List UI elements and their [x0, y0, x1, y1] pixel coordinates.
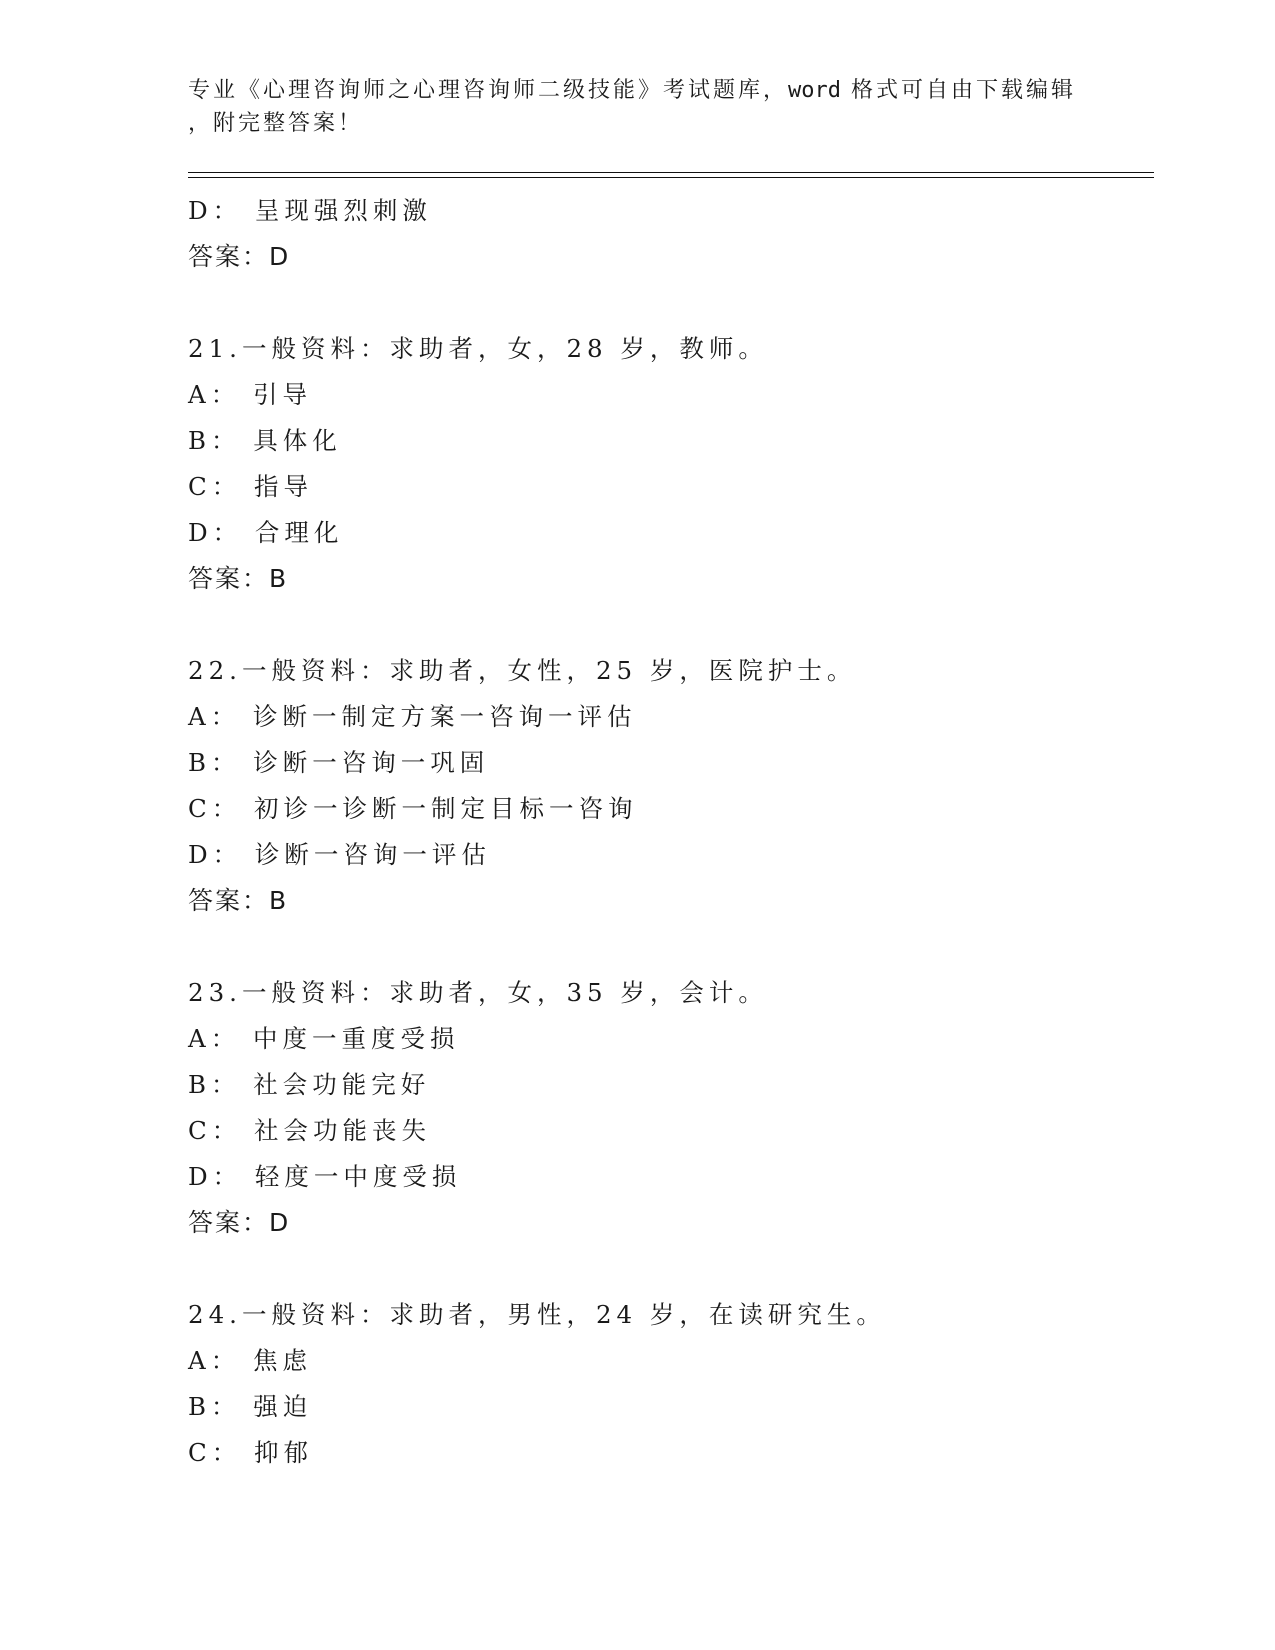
option-b: B： 具体化: [188, 426, 342, 455]
option-a: A： 诊断一制定方案一咨询一评估: [188, 702, 637, 731]
option-d: D： 诊断一咨询一评估: [188, 840, 491, 869]
option-d: D： 呈现强烈刺激: [188, 196, 432, 225]
header-format-text: 格式可自由下载编辑: [841, 78, 1076, 103]
question-stem-23: 23.一般资料：求助者，女，35 岁，会计。: [188, 978, 768, 1007]
option-a: A： 中度一重度受损: [188, 1024, 460, 1053]
spacer: [188, 924, 1148, 970]
spacer: [188, 280, 1148, 326]
option-a: A： 引导: [188, 380, 312, 409]
answer-line: 答案：B: [188, 564, 289, 593]
option-b: B： 社会功能完好: [188, 1070, 431, 1099]
option-c: C： 指导: [188, 472, 314, 501]
question-stem-21: 21.一般资料：求助者，女，28 岁，教师。: [188, 334, 768, 363]
option-c: C： 社会功能丧失: [188, 1116, 432, 1145]
header-line-1: [188, 74, 1088, 107]
option-d: D： 合理化: [188, 518, 344, 547]
option-c: C： 初诊一诊断一制定目标一咨询: [188, 794, 638, 823]
option-d: D： 轻度一中度受损: [188, 1162, 462, 1191]
document-header: [188, 74, 1088, 140]
header-title-text: 专业《心理咨询师之心理咨询师二级技能》考试题库，: [188, 78, 789, 103]
answer-line: 答案：D: [188, 242, 291, 271]
question-stem-22: 22.一般资料：求助者，女性，25 岁，医院护士。: [188, 656, 857, 685]
spacer: [188, 602, 1148, 648]
answer-line: 答案：B: [188, 886, 289, 915]
option-b: B： 诊断一咨询一巩固: [188, 748, 490, 777]
option-c: C： 抑郁: [188, 1438, 314, 1467]
option-b: B： 强迫: [188, 1392, 313, 1421]
option-a: A： 焦虑: [188, 1346, 312, 1375]
spacer: [188, 1246, 1148, 1292]
answer-line: 答案：D: [188, 1208, 291, 1237]
question-list: [188, 188, 1148, 1476]
question-stem-24: 24.一般资料：求助者，男性，24 岁，在读研究生。: [188, 1300, 886, 1329]
header-word-text: word: [788, 78, 841, 103]
header-rule-top: [188, 172, 1154, 173]
header-rule-bottom: [188, 177, 1154, 178]
header-line-2: ，附完整答案！: [188, 111, 364, 136]
